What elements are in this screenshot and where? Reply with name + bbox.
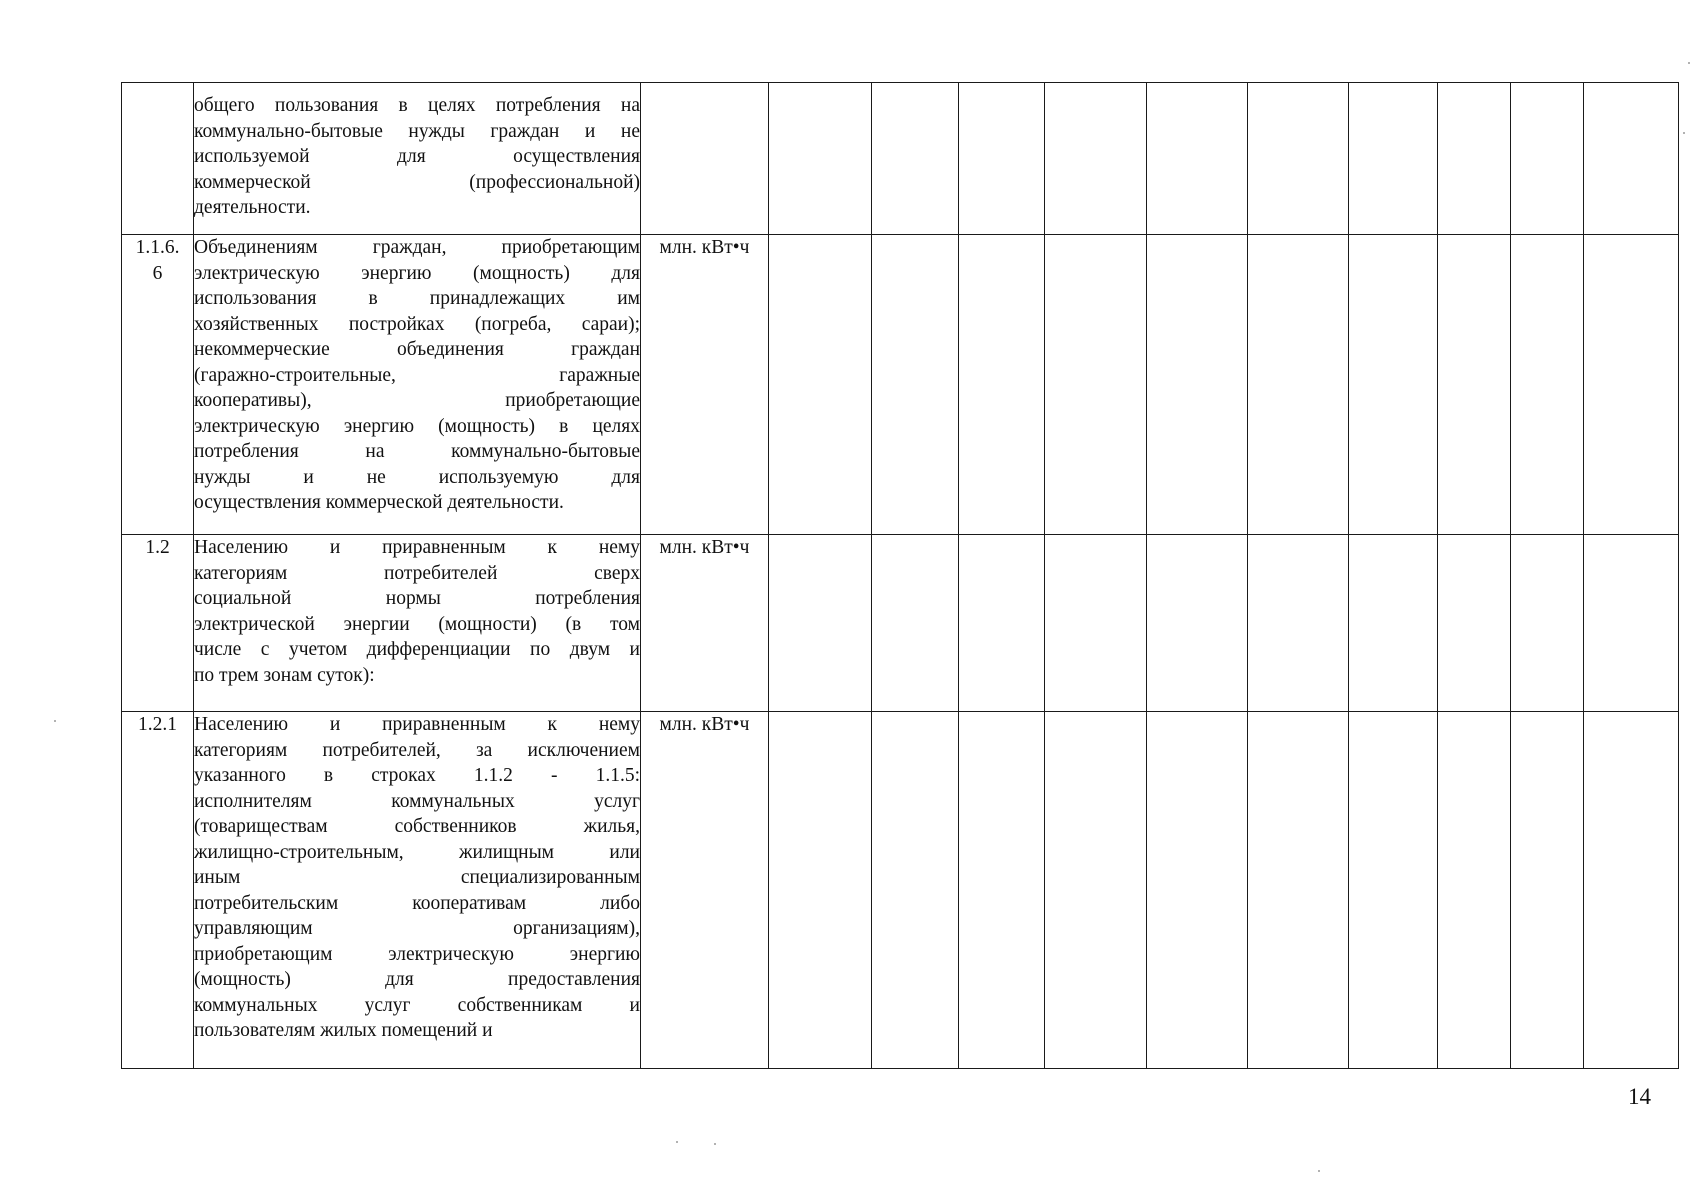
- row-number-cell: [122, 535, 194, 712]
- empty-value-cell: [1349, 83, 1438, 235]
- table-row: [122, 535, 1679, 712]
- description-line: коммунально-бытовые нужды граждан и не: [194, 120, 640, 142]
- description-line: потребительским кооперативам либо: [194, 892, 640, 914]
- empty-value-cell: [1147, 235, 1248, 535]
- description-line: некоммерческие объединения граждан: [194, 339, 640, 360]
- table-row: [122, 83, 1679, 235]
- description-line: потребления на коммунально-бытовые: [194, 441, 640, 462]
- row-description-cell: [194, 535, 641, 712]
- empty-value-cell: [1147, 535, 1248, 712]
- row-number-cell: [122, 712, 194, 1069]
- description-line: жилищно-строительным, жилищным или: [194, 841, 640, 863]
- description-line: (мощность) для предоставления: [194, 969, 640, 990]
- row-number: 6: [152, 262, 163, 284]
- row-number: 1.1.6.: [135, 237, 180, 258]
- unit-label: млн. кВт•ч: [659, 537, 750, 558]
- description-line: коммерческой (профессиональной): [194, 171, 640, 193]
- empty-value-cell: [872, 235, 959, 535]
- description-line: иным специализированным: [194, 867, 640, 888]
- description-line: Населению и приравненным к нему: [194, 714, 640, 735]
- row-number: 1.2.1: [138, 714, 177, 735]
- row-description-cell: [194, 235, 641, 535]
- empty-value-cell: [1584, 83, 1679, 235]
- empty-value-cell: [959, 83, 1045, 235]
- empty-value-cell: [872, 712, 959, 1069]
- empty-value-cell: [1147, 712, 1248, 1069]
- empty-value-cell: [1511, 235, 1584, 535]
- row-description-cell: [194, 83, 641, 235]
- description-line: пользователям жилых помещений и: [194, 1020, 493, 1041]
- row-number-cell: [122, 235, 194, 535]
- empty-value-cell: [769, 83, 872, 235]
- empty-value-cell: [1349, 235, 1438, 535]
- empty-value-cell: [769, 535, 872, 712]
- empty-value-cell: [1147, 83, 1248, 235]
- row-unit-cell: [641, 712, 769, 1069]
- empty-value-cell: [769, 235, 872, 535]
- description-line: общего пользования в целях потребления на: [194, 95, 640, 116]
- description-line: указанного в строках 1.1.2 - 1.1.5:: [194, 765, 640, 786]
- empty-value-cell: [1248, 83, 1349, 235]
- description-line: управляющим организациям),: [194, 918, 640, 939]
- table-body: [122, 83, 1679, 1069]
- empty-value-cell: [1438, 235, 1511, 535]
- scan-speck: [1318, 1170, 1320, 1172]
- description-line: исполнителям коммунальных услуг: [194, 790, 640, 812]
- description-line: электрической энергии (мощности) (в том: [194, 613, 640, 635]
- description-line: коммунальных услуг собственникам и: [194, 994, 640, 1016]
- row-unit-cell: [641, 83, 769, 235]
- description-line: (товариществам собственников жилья,: [194, 816, 640, 837]
- row-unit-cell: [641, 235, 769, 535]
- table-row: [122, 235, 1679, 535]
- description-line: Объединениям граждан, приобретающим: [194, 237, 640, 258]
- empty-value-cell: [959, 712, 1045, 1069]
- description-line: Населению и приравненным к нему: [194, 537, 640, 558]
- description-line: приобретающим электрическую энергию: [194, 943, 640, 965]
- empty-value-cell: [1248, 712, 1349, 1069]
- description-line: электрическую энергию (мощность) в целях: [194, 415, 640, 437]
- description-line: использования в принадлежащих им: [194, 288, 640, 309]
- empty-value-cell: [1045, 235, 1147, 535]
- empty-value-cell: [1584, 712, 1679, 1069]
- empty-value-cell: [1438, 535, 1511, 712]
- empty-value-cell: [1438, 712, 1511, 1069]
- description-line: осуществления коммерческой деятельности.: [194, 492, 564, 513]
- empty-value-cell: [1248, 235, 1349, 535]
- empty-value-cell: [769, 712, 872, 1069]
- empty-value-cell: [1511, 535, 1584, 712]
- row-number: 1.2: [145, 537, 170, 558]
- description-line: электрическую энергию (мощность) для: [194, 262, 640, 284]
- description-line: деятельности.: [194, 197, 311, 218]
- scan-speck: [1683, 132, 1685, 134]
- empty-value-cell: [1584, 535, 1679, 712]
- empty-value-cell: [1045, 535, 1147, 712]
- empty-value-cell: [1349, 712, 1438, 1069]
- empty-value-cell: [1511, 712, 1584, 1069]
- description-line: по трем зонам суток):: [194, 664, 375, 686]
- unit-label: млн. кВт•ч: [659, 714, 750, 735]
- empty-value-cell: [872, 535, 959, 712]
- description-line: хозяйственных постройках (погреба, сараи);: [194, 313, 640, 335]
- description-line: числе с учетом дифференциации по двум и: [194, 639, 640, 660]
- scan-speck: [676, 1141, 678, 1143]
- description-line: категориям потребителей, за исключением: [194, 739, 640, 761]
- description-line: социальной нормы потребления: [194, 588, 640, 609]
- empty-value-cell: [872, 83, 959, 235]
- description-line: нужды и не используемую для: [194, 466, 640, 488]
- description-line: (гаражно-строительные, гаражные: [194, 364, 640, 386]
- empty-value-cell: [959, 535, 1045, 712]
- page-number: 14: [1628, 1084, 1651, 1109]
- empty-value-cell: [1438, 83, 1511, 235]
- empty-value-cell: [1584, 235, 1679, 535]
- empty-value-cell: [1045, 712, 1147, 1069]
- description-line: используемой для осуществления: [194, 146, 640, 167]
- empty-value-cell: [1248, 535, 1349, 712]
- scan-speck: [714, 1143, 716, 1145]
- unit-label: млн. кВт•ч: [659, 237, 750, 258]
- description-line: категориям потребителей сверх: [194, 562, 640, 584]
- row-unit-cell: [641, 535, 769, 712]
- scan-speck: [54, 720, 56, 722]
- description-line: кооперативы), приобретающие: [194, 390, 640, 411]
- empty-value-cell: [959, 235, 1045, 535]
- tariff-table: [121, 82, 1679, 1069]
- empty-value-cell: [1045, 83, 1147, 235]
- row-description-cell: [194, 712, 641, 1069]
- scan-speck: [1688, 62, 1690, 64]
- table-row: [122, 712, 1679, 1069]
- empty-value-cell: [1349, 535, 1438, 712]
- empty-value-cell: [1511, 83, 1584, 235]
- row-number-cell: [122, 83, 194, 235]
